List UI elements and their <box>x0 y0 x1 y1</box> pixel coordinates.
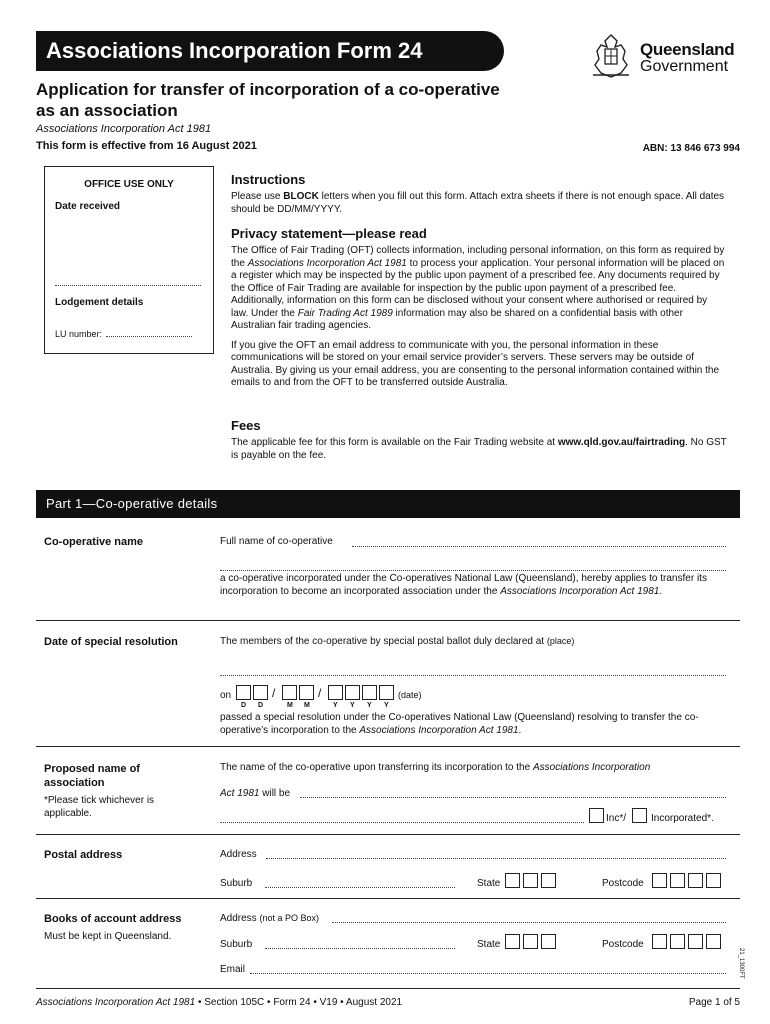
lu-number-label: LU number: <box>55 329 103 339</box>
books-state-box[interactable] <box>505 934 520 949</box>
postal-postcode-box[interactable] <box>688 873 703 888</box>
instructions-heading: Instructions <box>231 172 306 187</box>
date-separator: / <box>318 686 322 700</box>
date-letter: Y <box>384 702 389 709</box>
postal-postcode-label: Postcode <box>602 878 644 889</box>
inc-label: Inc*/ <box>606 813 627 824</box>
books-suburb-input[interactable] <box>265 948 455 949</box>
date-letter: Y <box>333 702 338 709</box>
books-postcode-box[interactable] <box>706 934 721 949</box>
on-label: on <box>220 690 232 701</box>
tick-instruction: *Please tick whichever is applicable. <box>44 795 155 819</box>
date-received-label: Date received <box>55 201 121 212</box>
date-received-line <box>55 285 201 286</box>
office-use-box <box>44 166 214 354</box>
divider <box>36 898 740 899</box>
place-input[interactable] <box>220 675 726 676</box>
postal-address-field-label: Address <box>220 849 257 860</box>
date-letter: Y <box>367 702 372 709</box>
date-letter: M <box>287 702 293 709</box>
part-1-heading: Part 1—Co-operative details <box>36 490 740 518</box>
ballot-text: The members of the co-operative by special postal ballot duly declared at (place) <box>220 636 575 647</box>
books-state-box[interactable] <box>541 934 556 949</box>
postal-postcode-box[interactable] <box>652 873 667 888</box>
postal-address-input[interactable] <box>266 858 726 859</box>
postal-suburb-label: Suburb <box>220 878 253 889</box>
privacy-section <box>231 226 727 390</box>
postal-state-box[interactable] <box>523 873 538 888</box>
logo-government: Government <box>640 58 729 75</box>
form-title: Application for transfer of incorporation of a co-operative as an association <box>36 80 500 120</box>
inc-checkbox[interactable] <box>589 808 604 823</box>
coat-of-arms-icon <box>588 32 634 80</box>
date-letter: M <box>304 702 310 709</box>
proposed-text-line-1: The name of the co-operative upon transferring its incorporation to the Associations Incorporation <box>220 762 651 773</box>
footer-text: Associations Incorporation Act 1981 • Section 105C • Form 24 • V19 • August 2021 <box>36 997 403 1008</box>
fair-trading-link[interactable]: www.qld.gov.au/fairtrading <box>557 437 686 448</box>
cooperative-name-input-line-2[interactable] <box>220 570 726 571</box>
act-name: Associations Incorporation Act 1981 <box>36 123 212 135</box>
postal-state-box[interactable] <box>541 873 556 888</box>
books-address-label: Books of account address <box>44 913 182 925</box>
divider <box>36 988 740 989</box>
postal-state-label: State <box>477 878 501 889</box>
date-box-m2[interactable] <box>299 685 314 700</box>
date-letter: D <box>258 702 264 709</box>
date-separator: / <box>272 686 276 700</box>
date-box-m1[interactable] <box>282 685 297 700</box>
lodgement-details-label: Lodgement details <box>55 297 144 308</box>
books-address-input[interactable] <box>332 922 726 923</box>
incorporated-checkbox[interactable] <box>632 808 647 823</box>
divider <box>36 834 740 835</box>
books-state-label: State <box>477 939 501 950</box>
books-postcode-box[interactable] <box>670 934 685 949</box>
office-use-heading: OFFICE USE ONLY <box>84 179 174 190</box>
books-postcode-box[interactable] <box>652 934 667 949</box>
books-email-label: Email <box>220 964 246 975</box>
books-state-box[interactable] <box>523 934 538 949</box>
form-code: 21_1300FT <box>738 948 744 979</box>
books-postcode-box[interactable] <box>688 934 703 949</box>
proposed-name-input[interactable] <box>300 797 726 798</box>
date-box-d1[interactable] <box>236 685 251 700</box>
incorporated-label: Incorporated*. <box>651 813 714 824</box>
fees-section <box>231 418 727 462</box>
date-box-y3[interactable] <box>362 685 377 700</box>
postal-suburb-input[interactable] <box>265 887 455 888</box>
books-postcode-label: Postcode <box>602 939 644 950</box>
cooperative-name-label: Co-operative name <box>44 536 144 548</box>
date-box-y1[interactable] <box>328 685 343 700</box>
full-name-label: Full name of co-operative <box>220 536 333 547</box>
proposed-text-line-2: Act 1981 will be <box>220 788 291 799</box>
proposed-name-label: Proposed name of association <box>44 763 140 789</box>
fees-heading: Fees <box>231 418 261 433</box>
books-email-input[interactable] <box>250 973 726 974</box>
books-address-field-label: Address (not a PO Box) <box>220 913 319 924</box>
postal-address-label: Postal address <box>44 849 123 861</box>
cooperative-name-input[interactable] <box>352 546 726 547</box>
page-number: Page 1 of 5 <box>688 997 740 1008</box>
resolution-passed-text: passed a special resolution under the Co-operatives National Law (Queensland) resolving to transfer the co-operative’s incorporation to the Associations Incorporation Act 1981. <box>220 712 699 736</box>
privacy-paragraph-1: The Office of Fair Trading (OFT) collects information, including personal information, on this form as required by the Associations Incorporation Act 1981 to process your application. Your personal information will be placed on a register which may be inspected by the public upon payment of a prescribed fee. Any documents required by the Office of Fair Trading are available for inspection by the public upon payment of a prescribed fee. Additionally, information on this form can be disclosed without your consent where authorised or required by law. Under the Fair Trading Act 1989 information may also be shared on a confidential basis with other Australian fair trading agencies. <box>231 245 725 331</box>
postal-postcode-box[interactable] <box>706 873 721 888</box>
instructions-section <box>231 172 727 216</box>
logo-queensland: Queensland <box>640 40 735 59</box>
privacy-heading: Privacy statement—please read <box>231 226 427 241</box>
cooperative-transfer-text: a co-operative incorporated under the Co-operatives National Law (Queensland), hereby applies to transfer its incorporation to become an incorporated association under the Associations Incorporation Act 1981. <box>220 573 707 597</box>
date-hint: (date) <box>398 690 422 700</box>
divider <box>36 620 740 621</box>
form-banner: Associations Incorporation Form 24 <box>36 31 504 71</box>
proposed-name-input-line-2[interactable] <box>220 822 584 823</box>
abn: ABN: 13 846 673 994 <box>642 143 740 154</box>
date-box-y4[interactable] <box>379 685 394 700</box>
date-letter: D <box>241 702 247 709</box>
fees-text: The applicable fee for this form is available on the Fair Trading website at www.qld.gov.au/fairtrading. No GST is payable on the fee. <box>231 437 727 461</box>
lu-number-line <box>106 336 192 337</box>
special-resolution-label: Date of special resolution <box>44 636 178 648</box>
books-queensland-note: Must be kept in Queensland. <box>44 931 172 942</box>
lu-number <box>55 329 192 339</box>
date-box-d2[interactable] <box>253 685 268 700</box>
privacy-paragraph-2: If you give the OFT an email address to communicate with you, the personal information in these communications will be stored on your email service provider’s servers. These servers may be outside of Australia. By giving us your email address, you are consenting to the personal information contained within the emails to and from the OFT to be transferred outside Australia. <box>231 339 720 388</box>
date-box-y2[interactable] <box>345 685 360 700</box>
books-suburb-label: Suburb <box>220 939 253 950</box>
date-letter: Y <box>350 702 355 709</box>
postal-state-box[interactable] <box>505 873 520 888</box>
queensland-government-logo <box>588 32 748 82</box>
divider <box>36 746 740 747</box>
effective-date: This form is effective from 16 August 2021 <box>36 140 257 152</box>
postal-postcode-box[interactable] <box>670 873 685 888</box>
instructions-text: Please use BLOCK letters when you fill out this form. Attach extra sheets if there is not enough space. All dates should be DD/MM/YYYY. <box>231 191 725 215</box>
